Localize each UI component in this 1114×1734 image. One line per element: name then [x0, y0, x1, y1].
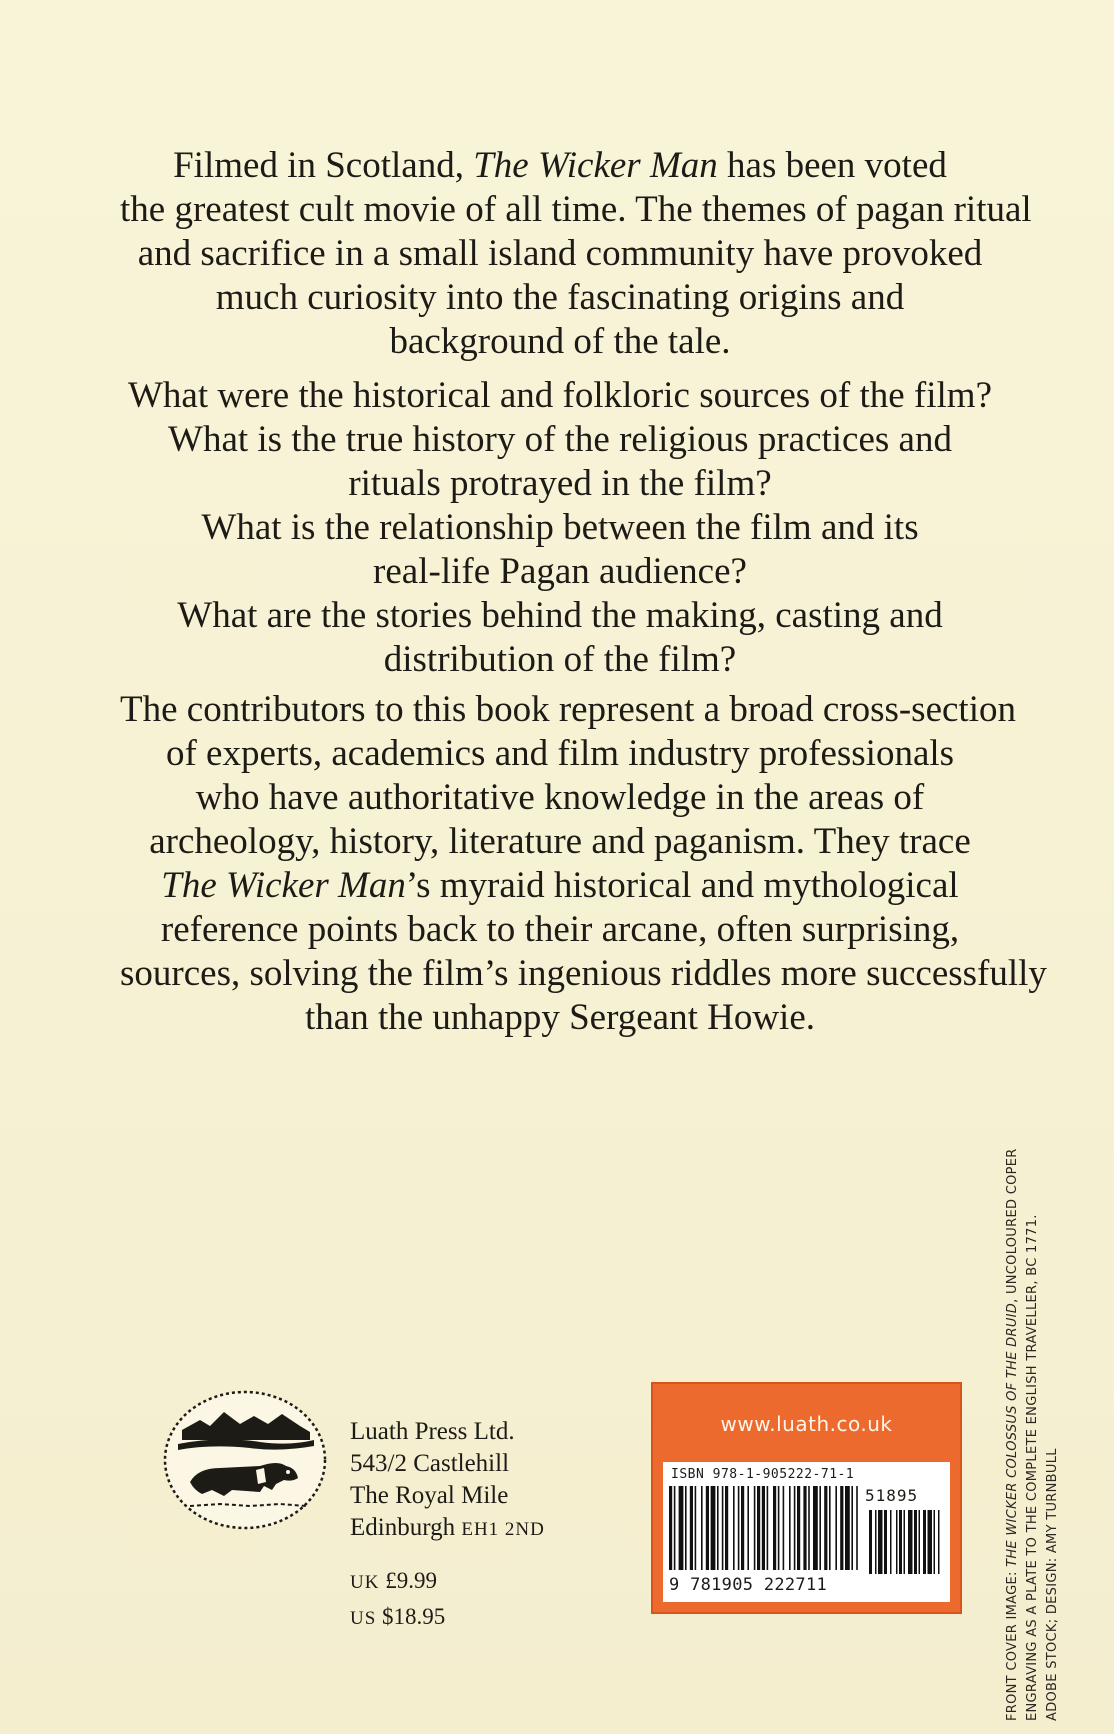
blurb-line: background of the tale. — [389, 321, 731, 362]
barcode-bar — [725, 1486, 728, 1570]
credit-line-2: ENGRAVING AS A PLATE TO THE COMPLETE ENGLISH TRAVELLER, BC 1771. — [1025, 1214, 1040, 1721]
credit-line-3: ADOBE STOCK; DESIGN: AMY TURNBULL — [1045, 1448, 1060, 1721]
barcode-bar — [773, 1486, 776, 1570]
barcode-bar — [824, 1486, 827, 1570]
blurb-line: rituals protrayed in the film? — [348, 463, 772, 504]
barcode-addon-bar — [884, 1510, 887, 1574]
barcode-addon-bar — [928, 1510, 933, 1574]
barcode-addon-bar — [904, 1510, 906, 1574]
publisher-website-link[interactable]: www.luath.co.uk — [720, 1412, 893, 1436]
barcode-bar — [695, 1486, 697, 1570]
barcode-addon-bar — [875, 1510, 877, 1574]
blurb-line: What are the stories behind the making, casting and — [177, 595, 943, 636]
cover-credit — [1003, 1109, 1093, 1721]
blurb-line: much curiosity into the fascinating origins and — [215, 277, 905, 318]
blurb-line: sources, solving the film’s ingenious riddles more successfully — [120, 953, 1047, 994]
isbn-label: ISBN 978-1-905222-71-1 — [671, 1467, 855, 1482]
barcode-bar — [829, 1486, 831, 1570]
barcode-addon-bar — [923, 1510, 926, 1574]
barcode-bar — [711, 1486, 716, 1570]
barcode-bar — [669, 1486, 672, 1570]
barcode-addon-bar — [919, 1510, 921, 1574]
barcode-bar — [722, 1486, 724, 1570]
price-uk: UK £9.99 — [350, 1568, 437, 1593]
price-list — [350, 1564, 445, 1636]
barcode-bar — [738, 1486, 740, 1570]
barcode-addon-bar — [938, 1510, 940, 1574]
barcode-bar — [747, 1486, 749, 1570]
barcode-bar — [717, 1486, 719, 1570]
barcode-bar — [701, 1486, 703, 1570]
barcode-bar — [813, 1486, 818, 1570]
blurb-line: real-life Pagan audience? — [373, 551, 747, 592]
blurb-paragraph-contributors — [120, 688, 1047, 1040]
barcode-bar — [835, 1486, 837, 1570]
barcode-panel — [651, 1382, 962, 1614]
barcode-bar — [754, 1486, 756, 1570]
barcode-bar — [757, 1486, 760, 1570]
barcode-bar — [845, 1486, 850, 1570]
barcode-bar — [762, 1486, 765, 1570]
barcode-addon-bar — [878, 1510, 883, 1574]
blurb-line: The Wicker Man’s myraid historical and mythological — [161, 865, 959, 906]
barcode-addon-bar — [890, 1510, 892, 1574]
blurb-line: the greatest cult movie of all time. The themes of pagan ritual — [120, 189, 1032, 230]
barcode-bar — [674, 1486, 676, 1570]
barcode-bar — [690, 1486, 693, 1570]
blurb-line: The contributors to this book represent a broad cross-section — [120, 689, 1016, 730]
barcode-addon-bar — [869, 1510, 872, 1574]
blurb-line: of experts, academics and film industry professionals — [165, 733, 955, 774]
barcode-addon-bar — [908, 1510, 913, 1574]
barcode-bar — [819, 1486, 821, 1570]
publisher-street: 543/2 Castlehill — [350, 1450, 510, 1477]
barcode-bar — [778, 1486, 780, 1570]
blurb-line: and sacrifice in a small island community have provoked — [137, 233, 983, 274]
barcode-addon-bar — [914, 1510, 917, 1574]
barcode-bar — [741, 1486, 744, 1570]
blurb-line: who have authoritative knowledge in the areas of — [195, 777, 925, 818]
barcode-bar — [803, 1486, 806, 1570]
publisher-name: Luath Press Ltd. — [350, 1418, 515, 1445]
barcode-area — [663, 1462, 950, 1602]
barcode-bar — [851, 1486, 853, 1570]
blurb-line: reference points back to their arcane, often surprising, — [160, 909, 960, 950]
barcode-bar — [706, 1486, 709, 1570]
barcode-bar — [797, 1486, 800, 1570]
publisher-area: The Royal Mile — [350, 1482, 509, 1509]
blurb-line: Filmed in Scotland, The Wicker Man has been voted — [173, 145, 947, 186]
blurb-line: What were the historical and folkloric sources of the film? — [127, 375, 993, 416]
barcode-bar — [685, 1486, 687, 1570]
blurb-line: What is the true history of the religious practices and — [168, 419, 952, 460]
barcode-digits: 9 781905 222711 — [669, 1575, 828, 1595]
blurb-line: than the unhappy Sergeant Howie. — [305, 997, 815, 1038]
luath-logo-icon — [160, 1386, 330, 1534]
barcode-bar — [783, 1486, 785, 1570]
barcode-bar — [679, 1486, 684, 1570]
barcode-bar — [794, 1486, 796, 1570]
barcode-bar — [733, 1486, 735, 1570]
publisher-postcode: EH1 2ND — [461, 1519, 545, 1540]
blurb-line: distribution of the film? — [383, 639, 737, 680]
publisher-address — [350, 1416, 545, 1546]
barcode-bar — [808, 1486, 810, 1570]
barcode-price-code: 51895 — [865, 1486, 919, 1505]
barcode-bar — [789, 1486, 791, 1570]
credit-line-1: FRONT COVER IMAGE: THE WICKER COLOSSUS OF THE DRUID, UNCOLOURED COPER — [1005, 1148, 1020, 1721]
blurb-paragraph-questions — [120, 374, 1000, 682]
barcode-addon-bar — [934, 1510, 936, 1574]
blurb-line: What is the relationship between the film and its — [201, 507, 919, 548]
blurb-line: archeology, history, literature and paganism. They trace — [149, 821, 971, 862]
blurb-paragraph-intro — [120, 144, 1032, 364]
barcode-bar — [840, 1486, 843, 1570]
barcode-bar — [856, 1486, 858, 1570]
barcode-bar — [767, 1486, 769, 1570]
price-us: US $18.95 — [350, 1604, 446, 1629]
barcode-addon-bar — [899, 1510, 902, 1574]
barcode-addon-bar — [896, 1510, 898, 1574]
publisher-city-line: Edinburgh EH1 2ND — [350, 1514, 545, 1541]
